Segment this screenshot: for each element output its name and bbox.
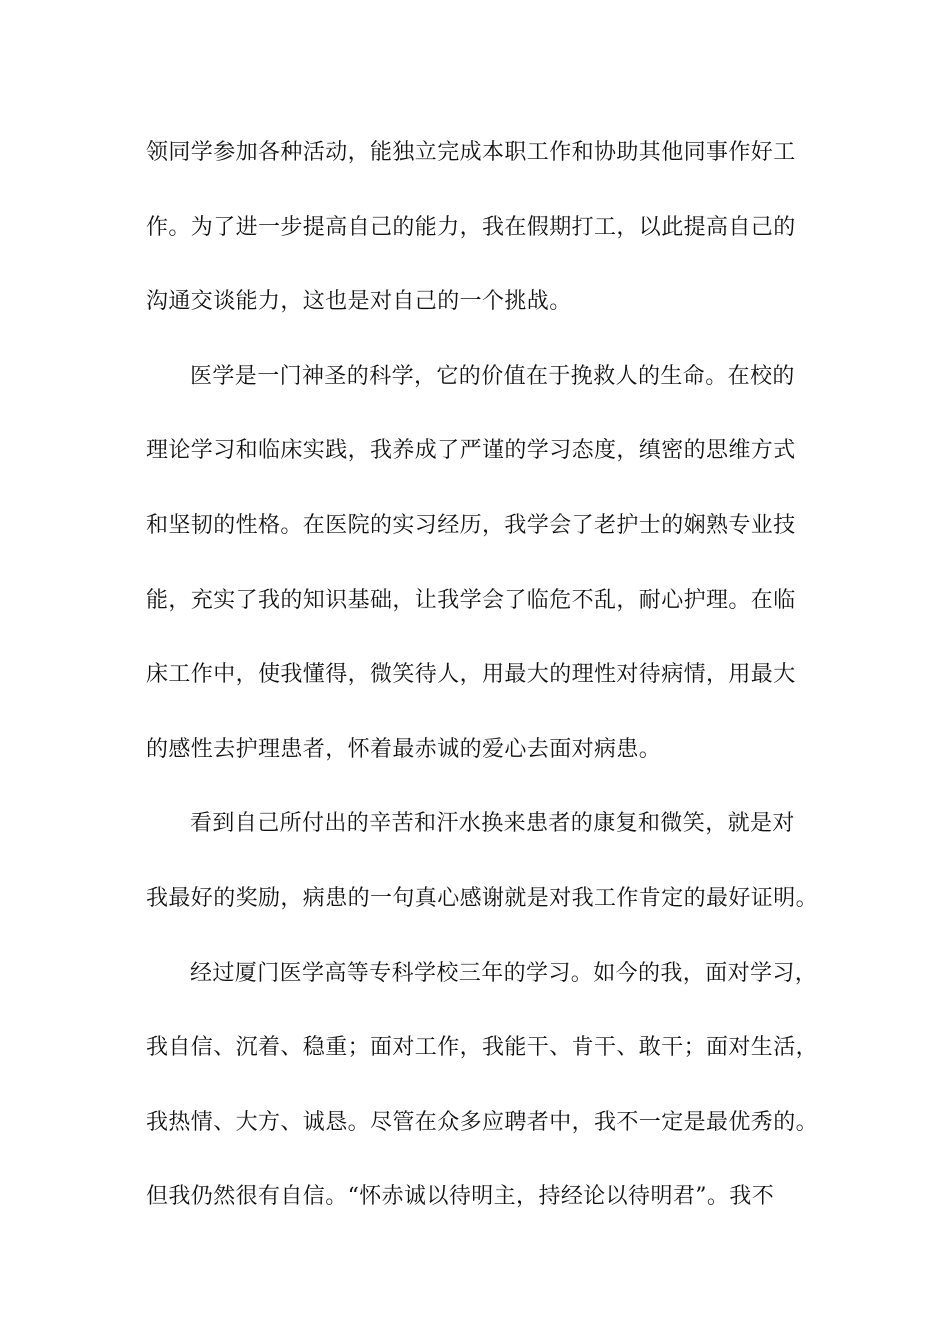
text-line: 作。为了进一步提高自己的能力，我在假期打工，以此提高自己的 [146,214,796,240]
text-line: 沟通交谈能力，这也是对自己的一个挑战。 [146,289,572,315]
document-body [146,130,826,1249]
paragraph-start-line: 经过厦门医学高等专科学校三年的学习。如今的我，面对学习， [190,960,818,986]
paragraph-start-line: 医学是一门神圣的科学，它的价值在于挽救人的生命。在校的 [190,363,795,389]
text-line: 我自信、沉着、稳重；面对工作，我能干、肯干、敢干；面对生活， [146,1035,819,1061]
text-line: 我最好的奖励，病患的一句真心感谢就是对我工作肯定的最好证明。 [146,885,819,911]
text-line: 但我仍然很有自信。“怀赤诚以待明主，持经论以待明君”。我不 [146,1184,775,1210]
text-line: 能，充实了我的知识基础，让我学会了临危不乱，耐心护理。在临 [146,587,796,613]
text-line: 的感性去护理患者，怀着最赤诚的爱心去面对病患。 [146,736,662,762]
text-line: 床工作中，使我懂得，微笑待人，用最大的理性对待病情，用最大 [146,662,796,688]
text-line: 领同学参加各种活动，能独立完成本职工作和协助其他同事作好工 [146,140,796,165]
text-line: 理论学习和临床实践，我养成了严谨的学习态度，缜密的思维方式 [146,438,796,464]
text-line: 我热情、大方、诚恳。尽管在众多应聘者中，我不一定是最优秀的。 [146,1109,819,1135]
text-line: 和坚韧的性格。在医院的实习经历，我学会了老护士的娴熟专业技 [146,512,796,538]
paragraph-start-line: 看到自己所付出的辛苦和汗水换来患者的康复和微笑，就是对 [190,811,795,837]
